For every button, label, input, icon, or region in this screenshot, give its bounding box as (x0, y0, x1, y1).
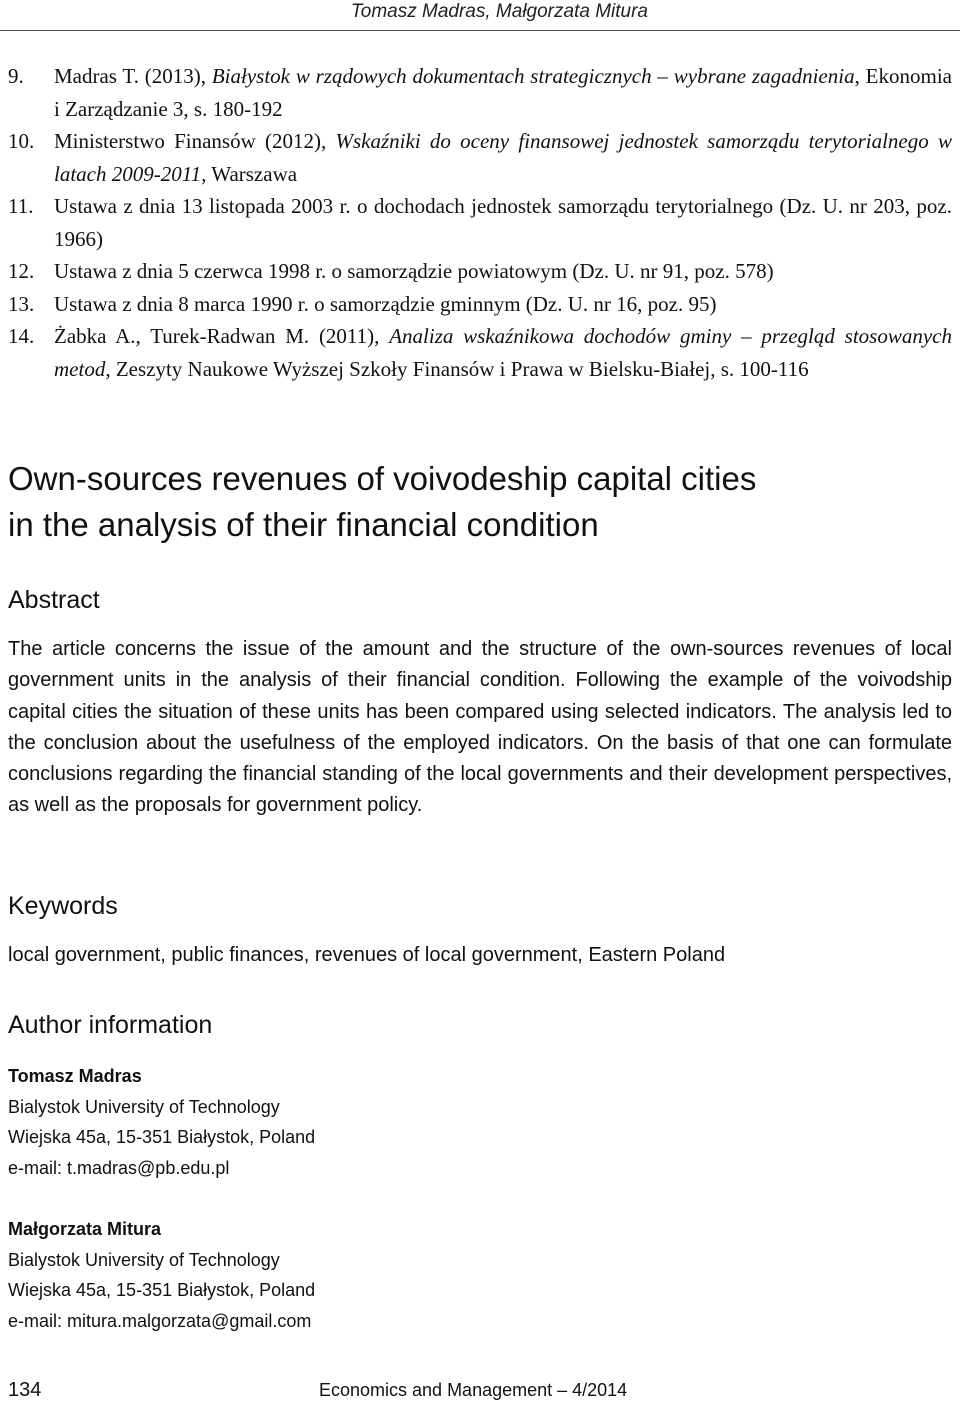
reference-item (8, 288, 952, 321)
title-line: in the analysis of their financial condition (8, 506, 599, 543)
reference-number: 9. (8, 64, 24, 88)
reference-item (8, 125, 952, 190)
journal-name: Economics and Management – 4/2014 (319, 1380, 628, 1400)
author-address: Wiejska 45a, 15-351 Białystok, Poland (8, 1127, 316, 1147)
reference-text: Żabka A., Turek-Radwan M. (2011), Analiza wskaźnikowa dochodów gminy – przegląd stosowanych metod, Zeszyty Naukowe Wyższej Szkoły Finansów i Prawa w Bielsku-Białej, s. 100-116 (54, 324, 952, 381)
reference-number: 11. (8, 194, 34, 218)
author-address: Wiejska 45a, 15-351 Białystok, Poland (8, 1280, 316, 1300)
reference-text: Ustawa z dnia 5 czerwca 1998 r. o samorządzie powiatowym (Dz. U. nr 91, poz. 578) (54, 259, 774, 283)
author-block (8, 1061, 952, 1183)
reference-text: Madras T. (2013), Białystok w rządowych dokumentach strategicznych – wybrane zagadnienia, Ekonomia i Zarządzanie 3, s. 180-192 (54, 64, 952, 121)
page-number: 134 (8, 1379, 42, 1401)
author-info-heading: Author information (8, 1011, 213, 1039)
author-affiliation: Bialystok University of Technology (8, 1096, 280, 1117)
reference-item (8, 255, 952, 288)
author-email: e-mail: mitura.malgorzata@gmail.com (8, 1310, 312, 1331)
header-rule (0, 30, 960, 31)
reference-text: Ustawa z dnia 8 marca 1990 r. o samorządzie gminnym (Dz. U. nr 16, poz. 95) (54, 291, 717, 316)
article-title (8, 456, 952, 548)
reference-number: 12. (8, 259, 35, 283)
keywords-text: local government, public finances, revenues of local government, Eastern Poland (8, 944, 726, 966)
reference-item (8, 320, 952, 385)
reference-text: Ministerstwo Finansów (2012), Wskaźniki do oceny finansowej jednostek samorządu terytorialnego w latach 2009-2011, Warszawa (54, 129, 952, 186)
author-name: Tomasz Madras (8, 1066, 142, 1086)
page-footer (8, 1376, 952, 1404)
reference-list (8, 60, 952, 385)
author-affiliation: Bialystok University of Technology (8, 1249, 280, 1270)
author-name: Małgorzata Mitura (8, 1219, 162, 1239)
reference-number: 14. (8, 324, 35, 348)
author-email: e-mail: t.madras@pb.edu.pl (8, 1157, 230, 1178)
reference-number: 13. (8, 291, 35, 316)
reference-number: 10. (8, 129, 35, 153)
keywords-heading: Keywords (8, 892, 118, 920)
title-line: Own-sources revenues of voivodeship capital cities (8, 460, 757, 497)
abstract-heading: Abstract (8, 586, 100, 614)
reference-text: Ustawa z dnia 13 listopada 2003 r. o dochodach jednostek samorządu terytorialnego (Dz. U. nr 203, poz. 1966) (54, 194, 952, 251)
author-block (8, 1214, 952, 1336)
reference-item (8, 190, 952, 255)
abstract-text: The article concerns the issue of the amount and the structure of the own-sources revenues of local government units in the analysis of their financial condition. Following the example of the voivodship capital cities the situation of these units has been compared using selected indicators. The analysis led to the conclusion about the usefulness of the employed indicators. On the basis of that one can formulate conclusions regarding the financial standing of the local governments and their development perspectives, as well as the proposals for government policy. (8, 638, 952, 817)
running-header: Tomasz Madras, Małgorzata Mitura (350, 1, 648, 22)
reference-item (8, 60, 952, 125)
